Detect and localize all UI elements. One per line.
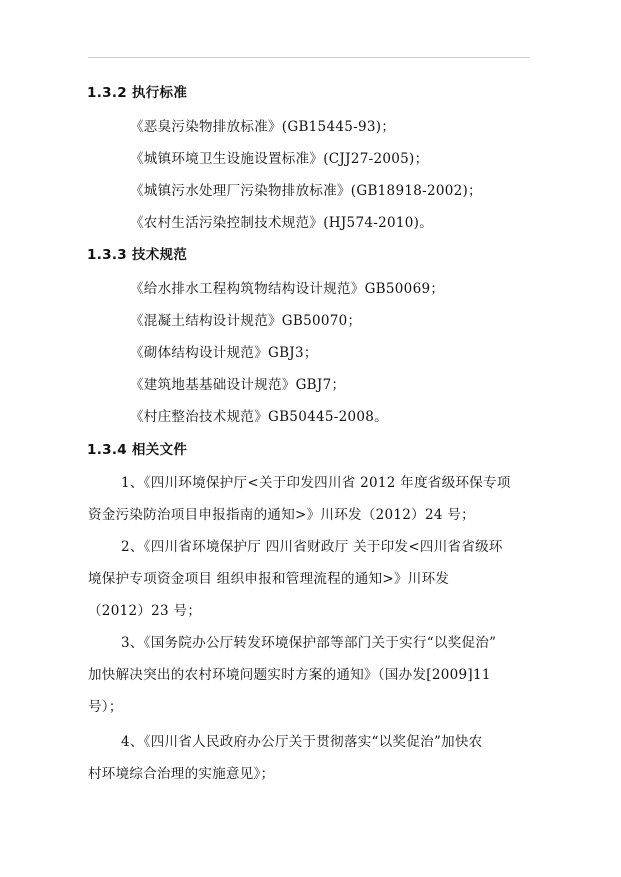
document-paragraph-line: 加快解决突出的农村环境问题实时方案的通知》（国办发[2009]11 [88,667,491,683]
document-paragraph-line: 1、《四川环境保护厅<关于印发四川省 2012 年度省级环保专项 [121,475,511,491]
document-paragraph-line: 资金污染防治项目申报指南的通知>》川环发（2012）24 号； [88,507,475,523]
section-heading-1-3-3: 1.3.3 技术规范 [87,247,188,263]
spec-item: 《给水排水工程构筑物结构设计规范》GB50069； [130,281,445,297]
document-paragraph-line: 村环境综合治理的实施意见》； [88,766,275,782]
document-paragraph-line: （2012）23 号； [88,603,202,619]
spec-item: 《村庄整治技术规范》GB50445-2008。 [130,409,388,425]
standard-item: 《恶臭污染物排放标准》(GB15445-93)； [130,119,396,135]
page-header-rule [88,57,530,58]
spec-item: 《建筑地基基础设计规范》GBJ7； [130,377,346,393]
standard-item: 《城镇污水处理厂污染物排放标准》(GB18918-2002)； [130,183,482,199]
section-heading-1-3-2: 1.3.2 执行标准 [87,85,188,101]
spec-item: 《砌体结构设计规范》GBJ3； [130,345,318,361]
section-heading-1-3-4: 1.3.4 相关文件 [87,442,188,458]
spec-item: 《混凝土结构设计规范》GB50070； [130,313,362,329]
standard-item: 《农村生活污染控制技术规范》(HJ574-2010)。 [130,215,434,231]
document-paragraph-line: 4、《四川省人民政府办公厅关于贯彻落实“以奖促治”加快农 [121,734,483,750]
standard-item: 《城镇环境卫生设施设置标准》(CJJ27-2005)； [130,151,429,167]
document-paragraph-line: 2、《四川省环境保护厅 四川省财政厅 关于印发<四川省省级环 [121,539,503,555]
document-paragraph-line: 境保护专项资金项目 组织申报和管理流程的通知>》川环发 [88,571,450,587]
document-paragraph-line: 号）； [88,699,123,715]
document-paragraph-line: 3、《国务院办公厅转发环境保护部等部门关于实行“以奖促治” [121,635,497,651]
